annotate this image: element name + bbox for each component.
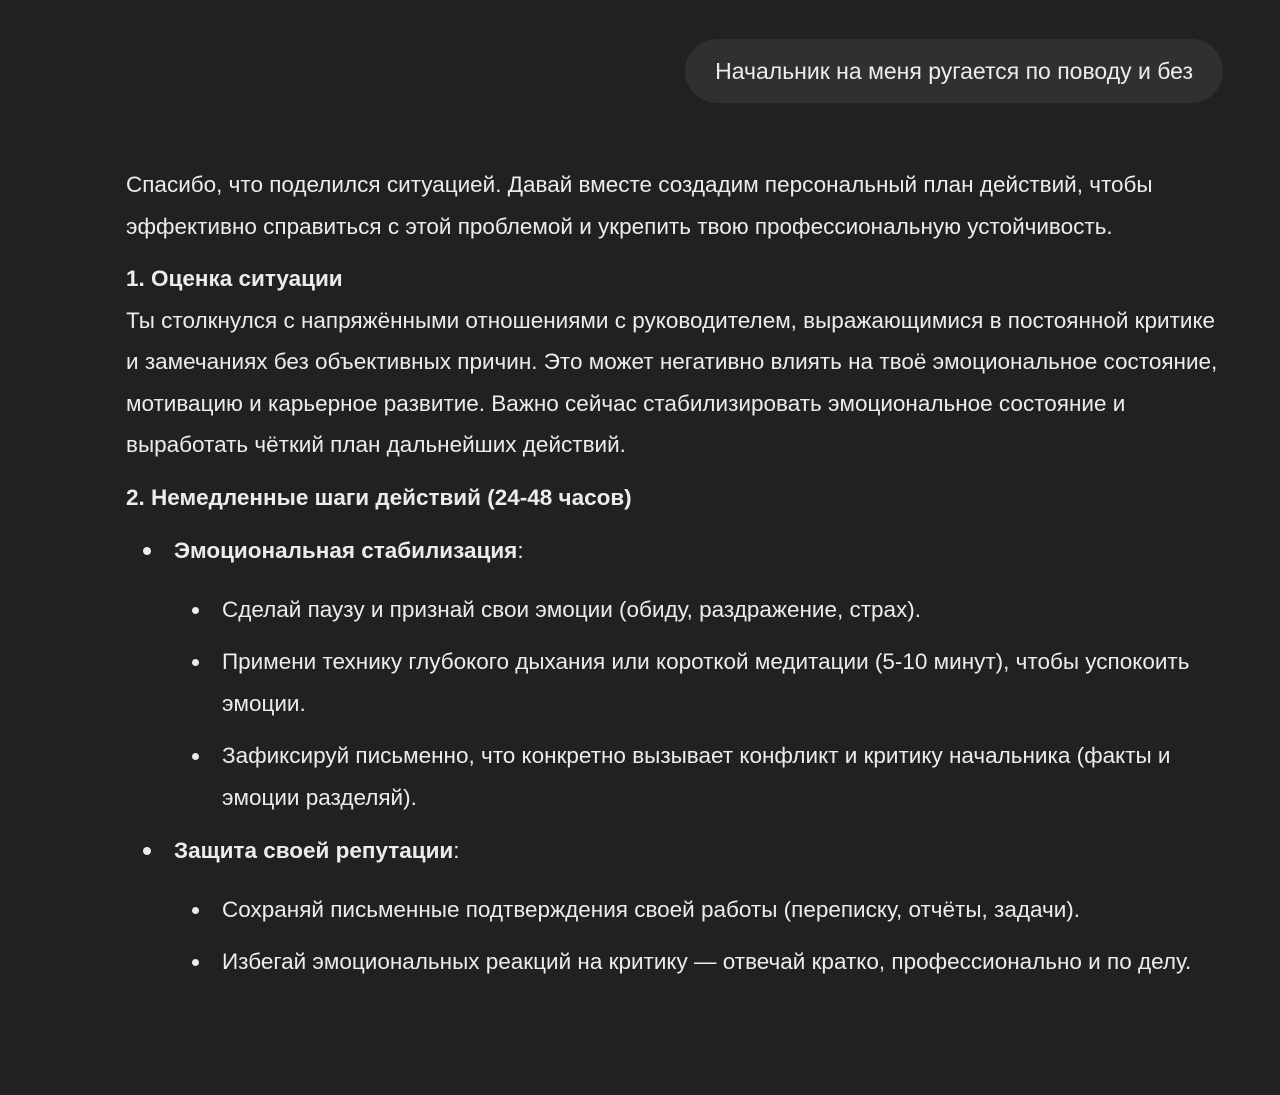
bullet-icon	[192, 959, 199, 966]
bullet-icon	[192, 907, 199, 914]
list-item-text: Избегай эмоциональных реакций на критику — отвечай кратко, профессионально и по делу.	[222, 949, 1192, 974]
list-item	[174, 735, 1226, 818]
list-item-text: Сохраняй письменные подтверждения своей работы (переписку, отчёты, задачи).	[222, 896, 1081, 922]
list-item	[126, 830, 1226, 983]
assistant-intro: Спасибо, что поделился ситуацией. Давай вместе создадим персональный план действий, чтобы эффективно справиться с этой проблемой и укрепить твою профессиональную устойчивость.	[126, 172, 1153, 239]
bullet-icon	[192, 753, 199, 760]
user-message-text: Начальник на меня ругается по поводу и без	[715, 57, 1193, 84]
list-item	[126, 530, 1226, 818]
section-title-assessment: 1. Оценка ситуации	[126, 266, 343, 291]
user-message-bubble	[685, 39, 1223, 103]
list-item-text: Примени технику глубокого дыхания или короткой медитации (5-10 минут), чтобы успокоить эмоции.	[222, 649, 1190, 716]
list-item	[174, 641, 1226, 724]
list-item	[174, 589, 1226, 631]
steps-list	[126, 530, 1226, 983]
section-body-assessment: Ты столкнулся с напряжёнными отношениями с руководителем, выражающимися в постоянной критике и замечаниях без объективных причин. Это может негативно влиять на твоё эмоциональное состояние, мотивацию и карьерное развитие. Важно сейчас стабилизировать эмоциональное состояние и выработать чёткий план дальнейших действий.	[126, 307, 1218, 457]
list-item-text: Сделай паузу и признай свои эмоции (обиду, раздражение, страх).	[222, 596, 922, 622]
group-label-text: Эмоциональная стабилизация	[174, 538, 518, 563]
sub-list	[174, 889, 1226, 983]
list-item	[174, 941, 1226, 983]
bullet-icon	[192, 607, 199, 614]
section-title-immediate-steps: 2. Немедленные шаги действий (24-48 часов)	[126, 484, 632, 510]
list-item	[174, 889, 1226, 931]
list-item-text: Зафиксируй письменно, что конкретно вызывает конфликт и критику начальника (факты и эмоции разделяй).	[222, 743, 1171, 810]
assistant-message	[126, 164, 1226, 995]
group-label	[174, 530, 1226, 572]
group-label-suffix: :	[517, 538, 524, 563]
bullet-icon	[143, 847, 151, 855]
sub-list	[174, 589, 1226, 819]
group-label-suffix: :	[453, 838, 460, 863]
bullet-icon	[143, 547, 151, 555]
group-label	[174, 830, 1226, 872]
group-label-text: Защита своей репутации	[174, 838, 454, 863]
bullet-icon	[192, 659, 199, 666]
